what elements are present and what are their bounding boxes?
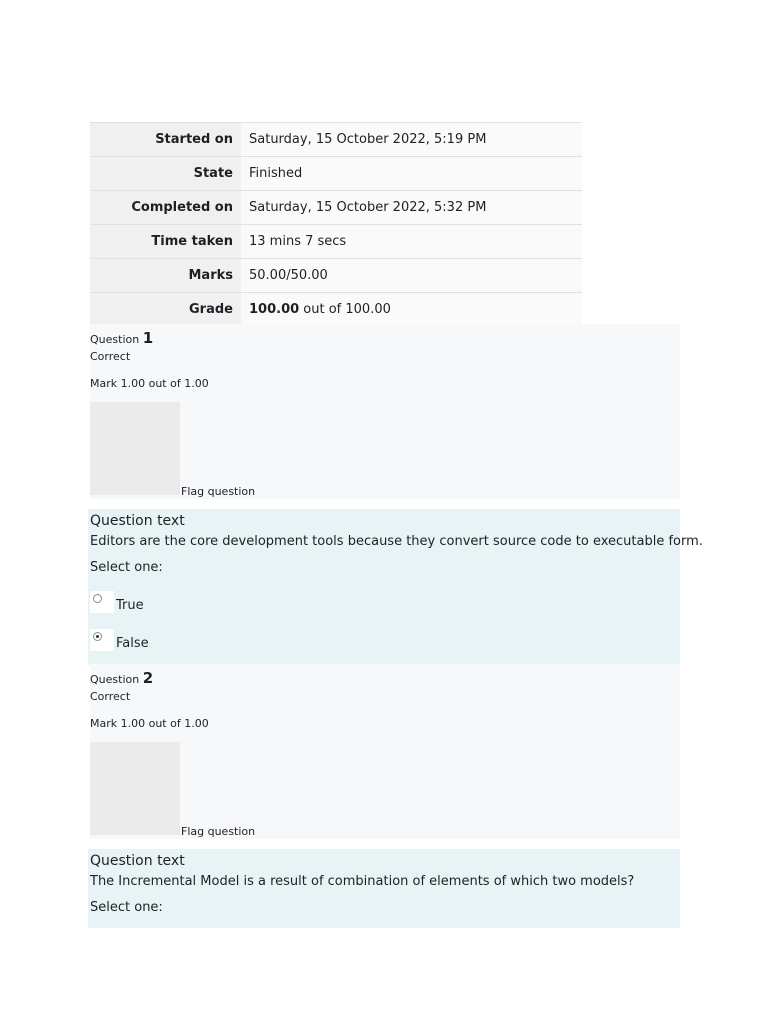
question-prefix: Question <box>90 673 143 686</box>
summary-value: 50.00/50.00 <box>241 259 582 293</box>
summary-value: Saturday, 15 October 2022, 5:19 PM <box>241 123 582 157</box>
question-num: 1 <box>142 329 154 347</box>
summary-row-started <box>90 123 582 157</box>
select-one-label: Select one: <box>90 900 163 915</box>
grade-suffix: out of 100.00 <box>299 302 391 317</box>
summary-value: Saturday, 15 October 2022, 5:32 PM <box>241 191 582 225</box>
option-label: False <box>116 636 149 651</box>
question-text-heading: Question text <box>90 853 185 869</box>
radio-button[interactable] <box>90 591 114 613</box>
grade-value: 100.00 <box>249 302 300 317</box>
answer-option-false[interactable] <box>90 629 290 655</box>
question-number <box>90 669 153 687</box>
flag-icon[interactable] <box>90 742 180 835</box>
summary-label: Marks <box>90 259 241 293</box>
flag-icon[interactable] <box>90 402 180 495</box>
question-state: Correct <box>90 350 131 363</box>
question-state: Correct <box>90 690 131 703</box>
summary-label: State <box>90 157 241 191</box>
answer-option-true[interactable] <box>90 591 290 617</box>
summary-row-grade <box>90 293 582 327</box>
question-text-heading: Question text <box>90 513 185 529</box>
summary-label: Completed on <box>90 191 241 225</box>
question-num: 2 <box>142 669 154 687</box>
question-mark: Mark 1.00 out of 1.00 <box>90 377 209 390</box>
flag-question-link[interactable]: Flag question <box>181 825 256 838</box>
summary-label: Grade <box>90 293 241 327</box>
summary-row-time-taken <box>90 225 582 259</box>
summary-label: Started on <box>90 123 241 157</box>
question-info-1 <box>90 324 680 499</box>
question-prefix: Question <box>90 333 143 346</box>
summary-row-completed <box>90 191 582 225</box>
question-info-2 <box>90 664 680 839</box>
question-text: The Incremental Model is a result of combination of elements of which two models? <box>90 874 635 889</box>
summary-row-state <box>90 157 582 191</box>
select-one-label: Select one: <box>90 560 163 575</box>
question-mark: Mark 1.00 out of 1.00 <box>90 717 209 730</box>
summary-row-marks <box>90 259 582 293</box>
summary-value: Finished <box>241 157 582 191</box>
summary-label: Time taken <box>90 225 241 259</box>
flag-question-link[interactable]: Flag question <box>181 485 256 498</box>
question-number <box>90 329 153 347</box>
summary-value <box>241 293 582 327</box>
option-label: True <box>116 598 144 613</box>
radio-checked-icon <box>93 632 102 641</box>
radio-unchecked-icon <box>93 594 102 603</box>
question-content-1 <box>88 509 703 665</box>
radio-button[interactable] <box>90 629 114 651</box>
question-text: Editors are the core development tools because they convert source code to executable form. <box>90 534 703 549</box>
attempt-summary-table <box>90 122 582 326</box>
question-content-2 <box>88 849 680 928</box>
summary-value: 13 mins 7 secs <box>241 225 582 259</box>
